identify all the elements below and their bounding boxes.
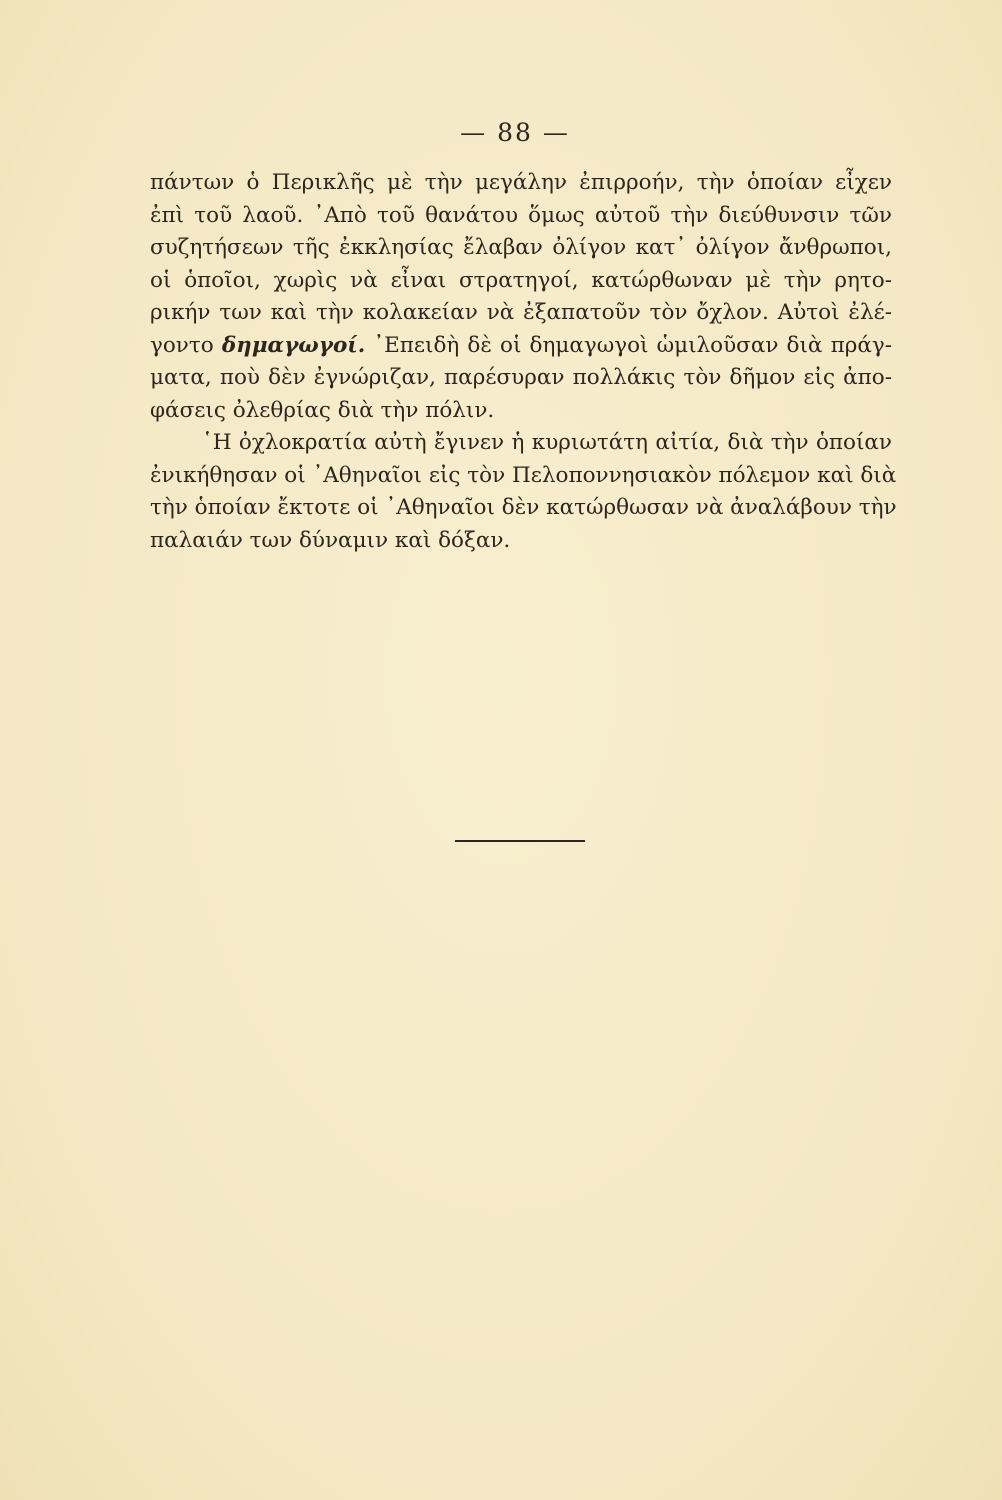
text-line: τὴν ὁποίαν ἔκτοτε οἱ ᾿Αθηναῖοι δὲν κατώρθωσαν νὰ ἀναλάβουν τὴν	[150, 495, 897, 520]
text-line: ῾Η ὀχλοκρατία αὐτὴ ἔγινεν ἡ κυριωτάτη αἰτία, διὰ τὴν ὁποίαν	[202, 430, 892, 455]
text-segment: γοντο	[150, 332, 222, 358]
text-line: ματα, ποὺ δὲν ἐγνώριζαν, παρέσυραν πολλάκις τὸν δῆμον εἰς ἀπο-	[150, 365, 892, 390]
body-text	[150, 167, 897, 557]
emphasized-term: δημαγωγοί.	[221, 332, 366, 358]
text-line: ἐπὶ τοῦ λαοῦ. ᾿Απὸ τοῦ θανάτου ὅμως αὐτοῦ τὴν διεύθυνσιν τῶν	[150, 202, 892, 228]
text-line: παλαιάν των δύναμιν καὶ δόξαν.	[150, 527, 511, 553]
text-line: πάντων ὁ Περικλῆς μὲ τὴν μεγάλην ἐπιρροήν, τὴν ὁποίαν εἶχεν	[150, 170, 892, 195]
text-line: φάσεις ὀλεθρίας διὰ τὴν πόλιν.	[150, 397, 495, 423]
text-segment: ᾿Επειδὴ δὲ οἱ δημαγωγοὶ ὡμιλοῦσαν διὰ πράγ-	[365, 332, 892, 358]
text-line-with-emphasis	[150, 330, 892, 363]
text-line: συζητήσεων τῆς ἐκκλησίας ἔλαβαν ὀλίγον κατ᾿ ὀλίγον ἄνθρωποι,	[150, 235, 892, 260]
text-line: ἐνικήθησαν οἱ ᾿Αθηναῖοι εἰς τὸν Πελοποννησιακὸν πόλεμον καὶ διὰ	[150, 462, 897, 488]
page-number: — 88 —	[460, 118, 570, 147]
end-rule-divider	[455, 840, 585, 842]
text-line: οἱ ὁποῖοι, χωρὶς νὰ εἶναι στρατηγοί, κατώρθωναν μὲ τὴν ρητο-	[150, 267, 892, 293]
text-line: ρικήν των καὶ τὴν κολακείαν νὰ ἐξαπατοῦν τὸν ὄχλον. Αὐτοὶ ἐλέ-	[150, 300, 892, 325]
